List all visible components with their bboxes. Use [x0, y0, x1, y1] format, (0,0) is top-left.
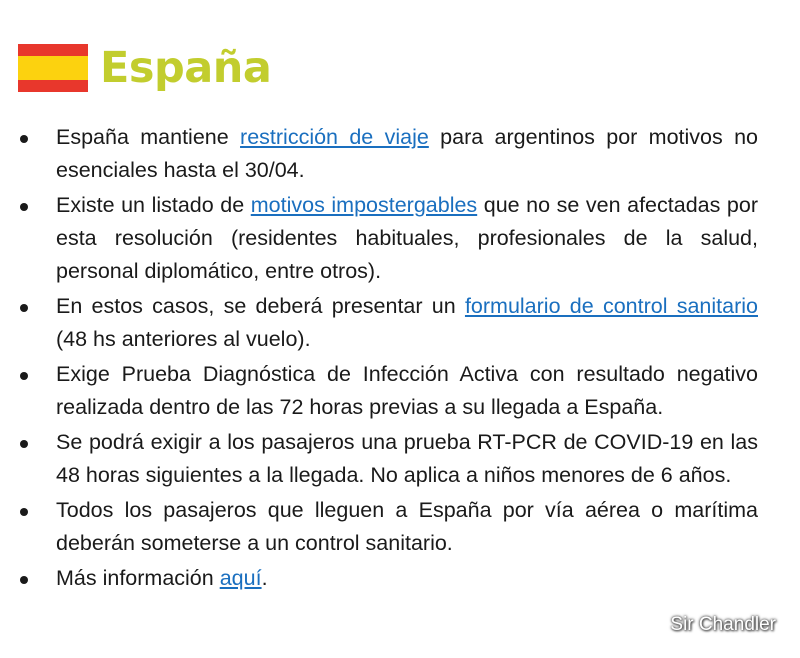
- list-item: [0, 494, 758, 560]
- item-text: Se podrá exigir a los pasajeros una prueba RT-PCR de COVID-19 en las 48 horas siguientes a la llegada. No aplica a niños menores de 6 años.: [56, 430, 758, 487]
- watermark: Sir Chandler: [670, 614, 776, 635]
- formulario-control-sanitario-link[interactable]: formulario de control sanitario: [464, 294, 758, 318]
- item-text: Existe un listado de: [56, 193, 251, 217]
- bullet-icon: [20, 135, 28, 143]
- bullet-icon: [20, 203, 28, 211]
- section-header: [18, 44, 271, 92]
- bullet-list: [0, 121, 758, 597]
- item-text: España mantiene: [56, 125, 241, 149]
- aqui-link[interactable]: aquí: [219, 566, 262, 590]
- motivos-impostergables-link[interactable]: motivos impostergables: [250, 193, 478, 217]
- item-text: para argentinos por motivos no esenciales hasta el 30/04.: [56, 125, 759, 182]
- item-text: .: [261, 566, 268, 590]
- list-item: [0, 290, 758, 356]
- restriccion-de-viaje-link[interactable]: restricción de viaje: [240, 125, 429, 149]
- item-text: Todos los pasajeros que lleguen a España por vía aérea o marítima deberán someterse a un control sanitario.: [56, 498, 758, 555]
- spain-flag-icon: [18, 44, 88, 92]
- list-item: [0, 562, 758, 595]
- bullet-icon: [20, 372, 28, 380]
- item-text: Exige Prueba Diagnóstica de Infección Activa con resultado negativo realizada dentro de las 72 horas previas a su llegada a España.: [56, 362, 758, 419]
- item-text: (48 hs anteriores al vuelo).: [56, 327, 311, 351]
- bullet-icon: [20, 304, 28, 312]
- item-text: que no se ven afectadas por esta resolución (residentes habituales, profesionales de la salud, personal diplomático, entre otros).: [56, 193, 758, 283]
- list-item: [0, 189, 758, 288]
- item-text: En estos casos, se deberá presentar un: [56, 294, 465, 318]
- bullet-icon: [20, 440, 28, 448]
- section-title: España: [100, 42, 272, 93]
- list-item: [0, 426, 758, 492]
- bullet-icon: [20, 576, 28, 584]
- list-item: [0, 358, 758, 424]
- list-item: [0, 121, 758, 187]
- bullet-icon: [20, 508, 28, 516]
- item-text: Más información: [56, 566, 220, 590]
